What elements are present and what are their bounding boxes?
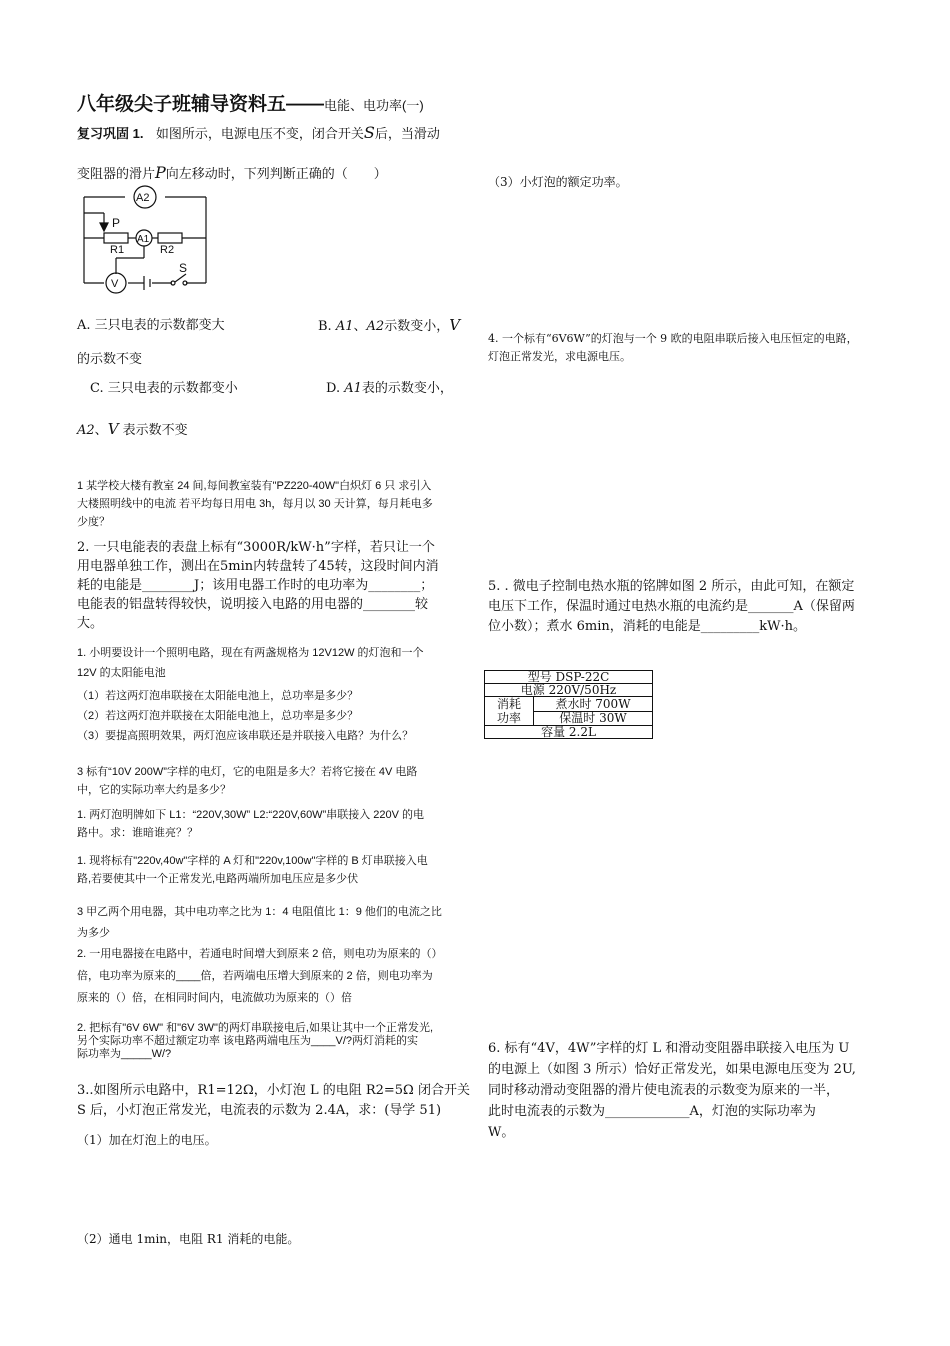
title-sub: 电能、电功率(一)	[324, 98, 424, 113]
question-3-sub2: （2）通电 1min，电阻 R1 消耗的电能。	[77, 1232, 300, 1246]
question-10v	[77, 763, 472, 799]
question-school-line: 1 某学校大楼有教室 24 间,每间教室装有"PZ220-40W"白炽灯 6 只 求引入	[77, 480, 432, 492]
question-ab-line: 路,若要使其中一个正常发光,电路两端所加电压应是多少伏	[77, 873, 359, 885]
question-5-line: 位小数）；煮水 6min，消耗的电能是_________kW·h。	[488, 619, 807, 634]
question-5	[488, 577, 888, 637]
option-b-var3: V	[449, 316, 461, 334]
question-6-line: W。	[488, 1125, 515, 1140]
question-bright-line: 路中。求：谁暗谁亮？？	[77, 827, 198, 839]
question-double-line: 原来的（）倍，在相同时间内，电流做功为原来的（）倍	[77, 992, 352, 1004]
spec-model: 型号 DSP-22C	[485, 671, 653, 684]
question-school-line: 少度？	[77, 516, 110, 528]
document-title	[77, 89, 424, 116]
question-3-line: 3..如图所示电路中，R1=12Ω，小灯泡 L 的电阻 R2=5Ω 闭合开关	[77, 1083, 470, 1098]
question-school-line: 大楼照明线中的电流 若平均每日用电 3h，每月以 30 天计算，每月耗电多	[77, 498, 433, 510]
s-label: S	[179, 261, 188, 275]
question-ab-line: 1. 现将标有"220v,40w"字样的 A 灯和"220v,100w"字样的 B 灯串联接入电	[77, 855, 428, 867]
a2-label: A2	[136, 192, 150, 204]
question-solar-sub: （2）若这两灯泡并联接在太阳能电池上，总功率是多少？	[77, 710, 359, 722]
question-6-line: 的电源上（如图 3 所示）恰好正常发光，如果电源电压变为 2U,	[488, 1062, 856, 1077]
question-3-line: S 后，小灯泡正常发光，电流表的示数为 2.4A，求：(导学 51)	[77, 1103, 442, 1118]
question-solar-line: 12V 的太阳能电池	[77, 667, 166, 679]
question-ab	[77, 852, 472, 888]
review-line1b: 后，当滑动	[374, 127, 440, 142]
question-3	[77, 1081, 472, 1121]
option-b-suffix: 示数变小，	[384, 319, 450, 334]
question-6-line: 6. 标有“4V，4W”字样的灯 L 和滑动变阻器串联接入电压为 U	[488, 1041, 850, 1056]
r2-resistor	[158, 233, 182, 243]
option-a: A. 三只电表的示数都变大	[77, 318, 225, 333]
review-label: 复习巩固 1.	[77, 126, 144, 141]
question-solar-sub: （3）要提高照明效果，两灯泡应该串联还是并联接入电路？为什么？	[77, 730, 414, 742]
spec-boil: 煮水时 700W	[534, 697, 653, 712]
a1-label: A1	[137, 234, 150, 245]
question-6v-line: 2. 把标有"6V 6W" 和"6V 3W"的两灯串联接电后,如果让其中一个正常发光,	[77, 1022, 434, 1034]
question-solar	[77, 643, 472, 683]
review-line2b: 向左移动时，下列判断正确的（ ）	[165, 167, 387, 182]
option-b-var2: A2	[366, 319, 385, 334]
question-4	[488, 330, 888, 366]
p-label: P	[112, 216, 121, 230]
option-d-var3: V	[107, 420, 119, 438]
question-meter-line: 用电器单独工作，测出在5min内转盘转了45转，这段时间内消	[77, 559, 439, 574]
question-solar-subs	[77, 686, 472, 746]
question-bright-line: 1. 两灯泡明牌如下 L1：“220V,30W” L2:“220V,60W”串联接入 220V 的电	[77, 809, 425, 821]
question-10v-line: 中，它的实际功率大约是多少？	[77, 784, 231, 796]
question-double-line: 2. 一用电器接在电路中，若通电时间增大到原来 2 倍，则电功为原来的（）	[77, 948, 443, 960]
spec-table	[484, 670, 653, 739]
question-6-line: 同时移动滑动变阻器的滑片使电流表的示数变为原来的一半，	[488, 1083, 840, 1098]
question-6v-line: 际功率为_____W/?	[77, 1048, 172, 1060]
review-question	[77, 122, 477, 145]
question-6-line: 此时电流表的示数为_____________A，灯泡的实际功率为	[488, 1104, 816, 1119]
r2-label: R2	[160, 244, 175, 256]
r1-resistor	[104, 233, 128, 243]
question-meter-line: 电能表的铝盘转得较快，说明接入电路的用电器的________较	[77, 597, 429, 612]
question-meter-line: 大。	[77, 616, 104, 631]
question-ratio	[77, 902, 472, 944]
r1-label: R1	[110, 244, 125, 256]
question-4-line: 灯泡正常发光，求电源电压。	[488, 350, 631, 363]
question-bright	[77, 806, 472, 842]
option-b-prefix: B.	[318, 319, 332, 334]
spec-keep: 保温时 30W	[534, 711, 653, 726]
question-10v-line: 3 标有“10V 200W”字样的电灯，它的电阻是多大？若将它接在 4V 电路	[77, 766, 418, 778]
question-solar-line: 1. 小明要设计一个照明电路，现在有两盏规格为 12V12W 的灯泡和一个	[77, 647, 424, 659]
review-line2a: 变阻器的滑片	[77, 167, 156, 182]
option-b-var1: A1	[335, 319, 354, 334]
option-d	[326, 378, 453, 399]
question-3-sub1: （1）加在灯泡上的电压。	[77, 1133, 217, 1147]
question-5-line: 电压下工作，保温时通过电热水瓶的电流约是_______A（保留两	[488, 599, 855, 614]
option-d-suffix: 表的示数变小，	[361, 381, 453, 396]
circuit-diagram	[80, 183, 210, 295]
question-3-sub3: （3）小灯泡的额定功率。	[488, 175, 628, 189]
v-label: V	[111, 278, 119, 290]
question-meter-line: 2. 一只电能表的表盘上标有“3000R/kW·h”字样，若只让一个	[77, 540, 435, 555]
spec-capacity: 容量 2.2L	[485, 726, 653, 739]
spec-consume-label: 消耗	[496, 697, 521, 711]
var-s: S	[363, 123, 375, 142]
option-b-sep: 、	[353, 319, 367, 334]
question-double-line: 倍，电功率为原来的____倍，若两端电压增大到原来的 2 倍，则电功率为	[77, 970, 433, 982]
question-4-line: 4. 一个标有“6V6W”的灯泡与一个 9 欧的电阻串联后接入电压恒定的电路，	[488, 332, 858, 345]
question-ratio-line: 3 甲乙两个用电器，其中电功率之比为 1：4 电阻值比 1：9 他们的电流之比	[77, 906, 442, 918]
question-meter-line: 耗的电能是________J；该用电器工作时的电功率为________；	[77, 578, 434, 593]
question-6v	[77, 1022, 472, 1061]
var-p: P	[155, 163, 166, 182]
option-d-line2	[77, 419, 188, 441]
question-meter	[77, 538, 472, 633]
question-double	[77, 943, 472, 1009]
question-5-line: 5. . 微电子控制电热水瓶的铭牌如图 2 所示，由此可知，在额定	[488, 579, 855, 594]
option-d-var1: A1	[344, 381, 362, 396]
option-c: C. 三只电表的示数都变小	[90, 381, 238, 396]
review-line2	[77, 162, 477, 185]
option-d-line2-text: 表示数不变	[122, 423, 188, 438]
question-school	[77, 477, 467, 531]
option-d-prefix: D.	[326, 381, 341, 396]
option-b	[318, 315, 460, 337]
title-main: 八年级尖子班辅导资料五——	[77, 94, 325, 115]
option-d-var2: A2	[77, 423, 95, 438]
option-d-sep: 、	[94, 423, 108, 438]
spec-consume-power	[485, 697, 534, 726]
question-6	[488, 1038, 888, 1143]
review-line1: 如图所示，电源电压不变，闭合开关	[155, 127, 364, 142]
spec-power-label: 功率	[496, 711, 521, 725]
option-b-line2: 的示数不变	[77, 352, 143, 367]
question-solar-sub: （1）若这两灯泡串联接在太阳能电池上，总功率是多少？	[77, 690, 359, 702]
question-6v-line: 另个实际功率不超过额定功率 该电路两端电压为____V/?两灯消耗的实	[77, 1035, 419, 1047]
spec-power-source: 电源 220V/50Hz	[485, 684, 653, 697]
question-ratio-line: 为多少	[77, 927, 110, 939]
